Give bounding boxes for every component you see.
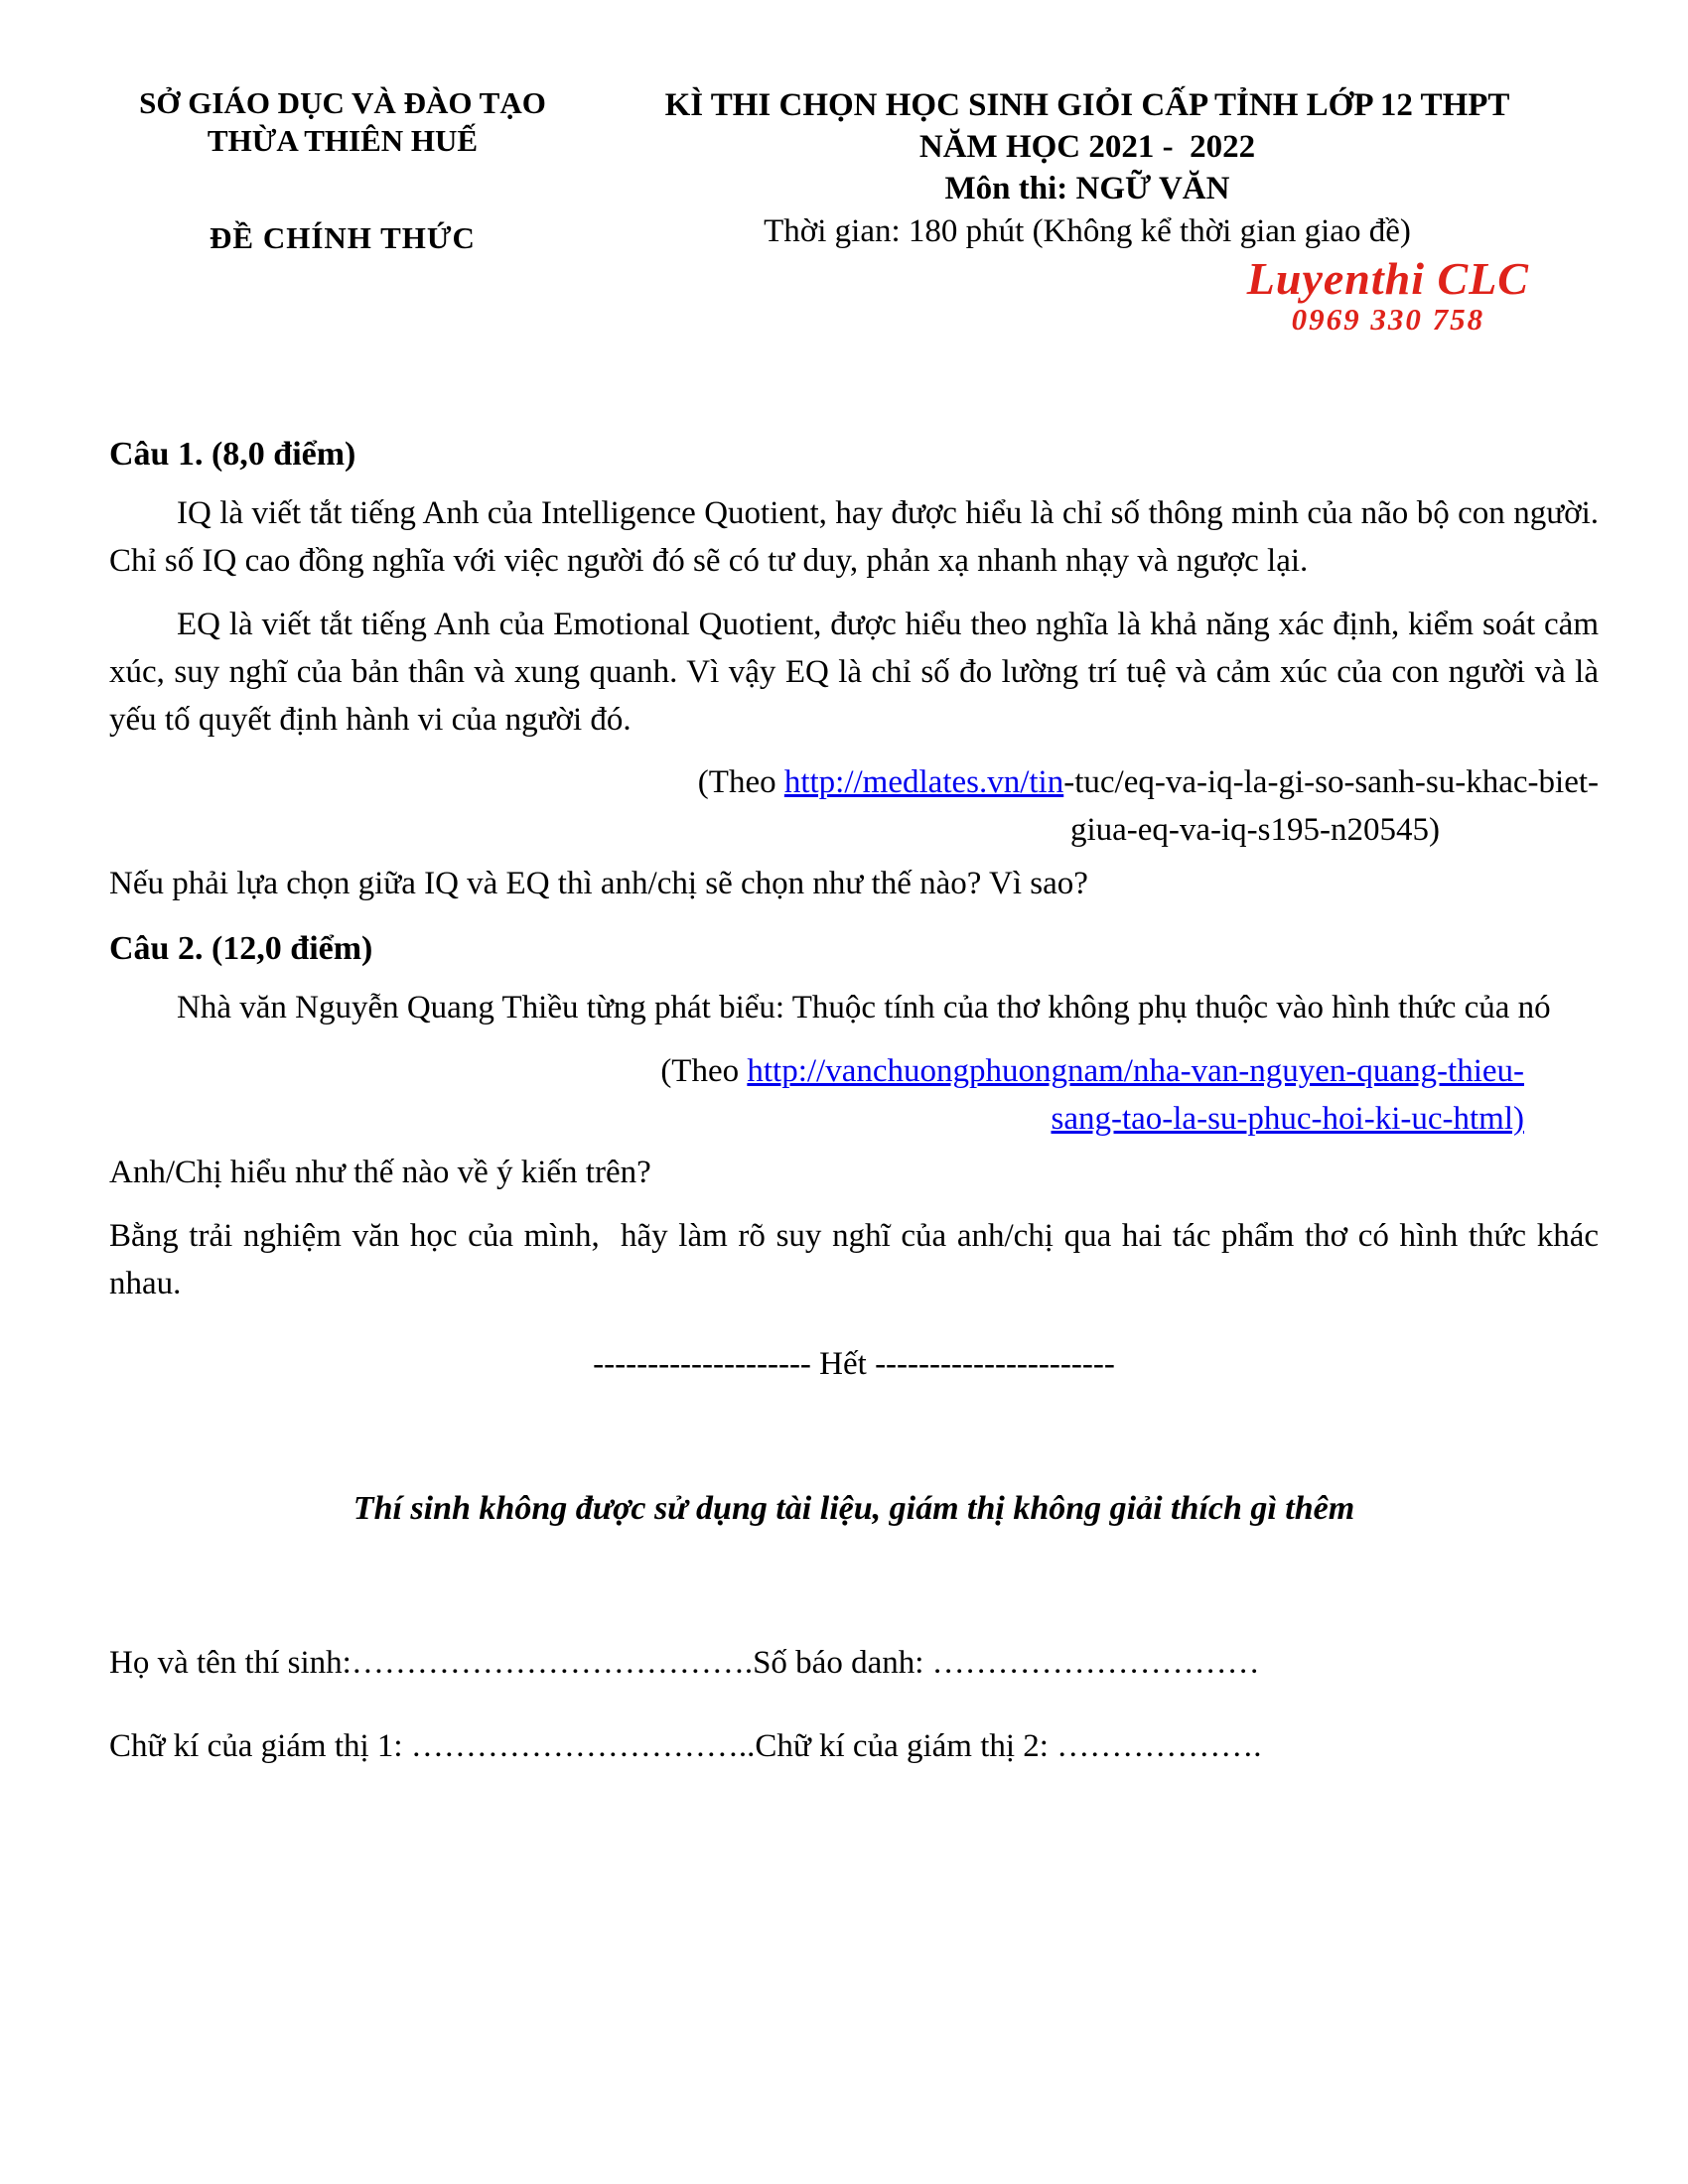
citation2-line1 bbox=[109, 1048, 1599, 1096]
examiner1-dotted-field: ………………………….. bbox=[410, 1728, 756, 1765]
exam-title: KÌ THI CHỌN HỌC SINH GIỎI CẤP TỈNH LỚP 12 THPT bbox=[664, 87, 1510, 123]
question1-paragraph-iq: IQ là viết tắt tiếng Anh của Intelligence Quotient, hay được hiểu là chỉ số thông minh của não bộ con người. Chỉ số IQ cao đồng nghĩa với việc người đó sẽ có tư duy, phản xạ nhanh nhạy và ngược lại. bbox=[109, 495, 1599, 580]
official-exam-label: ĐỀ CHÍNH THỨC bbox=[210, 219, 476, 255]
citation1-prefix: (Theo bbox=[697, 764, 784, 801]
issuing-authority-block bbox=[109, 84, 576, 256]
examiner1-label: Chữ kí của giám thị 1: bbox=[109, 1728, 411, 1765]
candidate-number-dotted-field: ………………………… bbox=[931, 1645, 1260, 1682]
citation2-prefix: (Theo bbox=[660, 1053, 748, 1090]
exam-subject: Môn thi: NGỮ VĂN bbox=[944, 171, 1230, 207]
school-year: NĂM HỌC 2021 - 2022 bbox=[918, 129, 1256, 166]
document-header bbox=[109, 84, 1599, 335]
question2-prompt-b: Bằng trải nghiệm văn học của mình, hãy làm rõ suy nghĩ của anh/chị qua hai tác phẩm thơ có hình thức khác nhau. bbox=[109, 1217, 1608, 1301]
question2-paragraph-quote: Nhà văn Nguyễn Quang Thiều từng phát biểu: Thuộc tính của thơ không phụ thuộc vào hình thức của nó bbox=[177, 990, 1551, 1026]
department-name-line1: SỞ GIÁO DỤC VÀ ĐÀO TẠO bbox=[139, 85, 546, 120]
question1-citation bbox=[109, 759, 1599, 855]
citation1-hyperlink[interactable]: http://medlates.vn/tin bbox=[783, 764, 1064, 801]
department-name-line2: THỪA THIÊN HUẾ bbox=[207, 122, 479, 158]
end-divider: -------------------- Hết ---------------------- bbox=[593, 1346, 1115, 1383]
exam-duration: Thời gian: 180 phút (Không kể thời gian giao đề) bbox=[764, 212, 1411, 249]
examiner2-label: Chữ kí của giám thị 2: bbox=[755, 1728, 1057, 1765]
examiner-signature-line bbox=[109, 1723, 1599, 1771]
candidate-name-label: Họ và tên thí sinh: bbox=[109, 1645, 352, 1682]
logo-phone-number: 0969 330 758 bbox=[1291, 301, 1485, 337]
exam-rules-note: Thí sinh không được sử dụng tài liệu, giám thị không giải thích gì thêm bbox=[352, 1490, 1355, 1528]
examiner2-dotted-field: ………………. bbox=[1056, 1728, 1262, 1765]
citation1-line1 bbox=[109, 759, 1599, 807]
citation2-line2 bbox=[109, 1096, 1599, 1144]
candidate-number-label: Số báo danh: bbox=[753, 1645, 932, 1682]
citation1-rest: -tuc/eq-va-iq-la-gi-so-sanh-su-khac-biet- bbox=[1063, 764, 1599, 801]
candidate-info-section bbox=[109, 1640, 1599, 1771]
candidate-name-line bbox=[109, 1640, 1599, 1688]
question2-prompt-a: Anh/Chị hiểu như thế nào về ý kiến trên? bbox=[109, 1154, 651, 1190]
question2-citation bbox=[109, 1048, 1599, 1144]
question1-paragraph-eq: EQ là viết tắt tiếng Anh của Emotional Quotient, được hiểu theo nghĩa là khả năng xác định, kiểm soát cảm xúc, suy nghĩ của bản thân và xung quanh. Vì vậy EQ là chỉ số đo lường trí tuệ và cảm xúc của con người và là yếu tố quyết định hành vi của người đó. bbox=[109, 606, 1599, 738]
exam-title-block bbox=[576, 84, 1599, 335]
citation2-hyperlink-line1[interactable]: http://vanchuongphuongnam/nha-van-nguyen-quang-thieu- bbox=[747, 1053, 1524, 1090]
question2-heading: Câu 2. (12,0 điểm) bbox=[109, 929, 373, 967]
question1-prompt: Nếu phải lựa chọn giữa IQ và EQ thì anh/chị sẽ chọn như thế nào? Vì sao? bbox=[109, 866, 1088, 902]
citation2-hyperlink-line2[interactable]: sang-tao-la-su-phuc-hoi-ki-uc-html) bbox=[1051, 1100, 1524, 1137]
citation1-line2: giua-eq-va-iq-s195-n20545) bbox=[1069, 812, 1440, 849]
exam-content bbox=[109, 430, 1608, 1771]
logo-name-text: Luyenthi CLC bbox=[1246, 252, 1529, 304]
candidate-name-dotted-field: ………………………………. bbox=[351, 1645, 754, 1682]
luyenthi-clc-logo bbox=[1246, 252, 1529, 337]
question1-heading: Câu 1. (8,0 điểm) bbox=[109, 435, 356, 473]
